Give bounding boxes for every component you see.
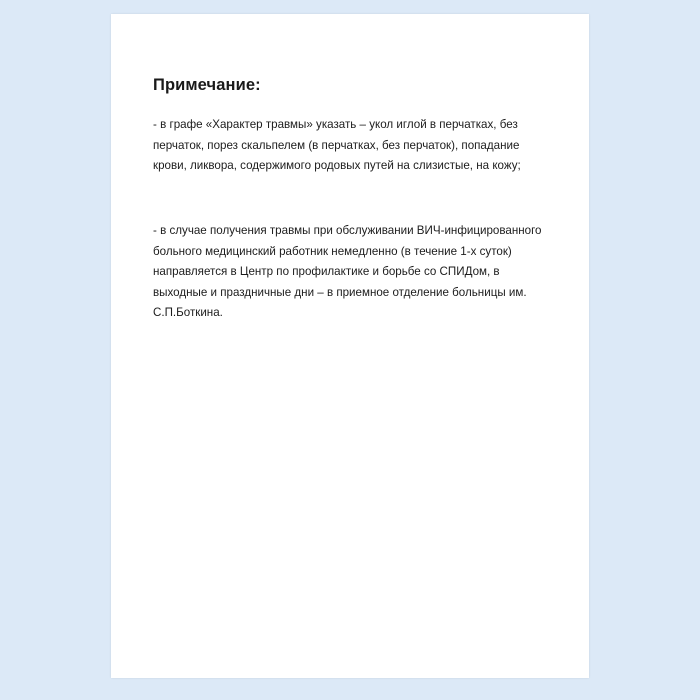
document-page: [111, 14, 589, 678]
page-title: Примечание:: [153, 76, 261, 94]
document-content: [153, 76, 555, 324]
note-paragraph-1: - в графе «Характер травмы» указать – укол иглой в перчатках, без перчаток, порез скальпелем (в перчатках, без перчаток), попадание крови, ликвора, содержимого родовых путей на слизистые, на кожу;: [153, 118, 521, 173]
note-paragraph-2: - в случае получения травмы при обслуживании ВИЧ-инфицированного больного медицинский работник немедленно (в течение 1-х суток) направляется в Центр по профилактике и борьбе со СПИДом, в выходные и праздничные дни – в приемное отделение больницы им. С.П.Боткина.: [153, 223, 542, 320]
